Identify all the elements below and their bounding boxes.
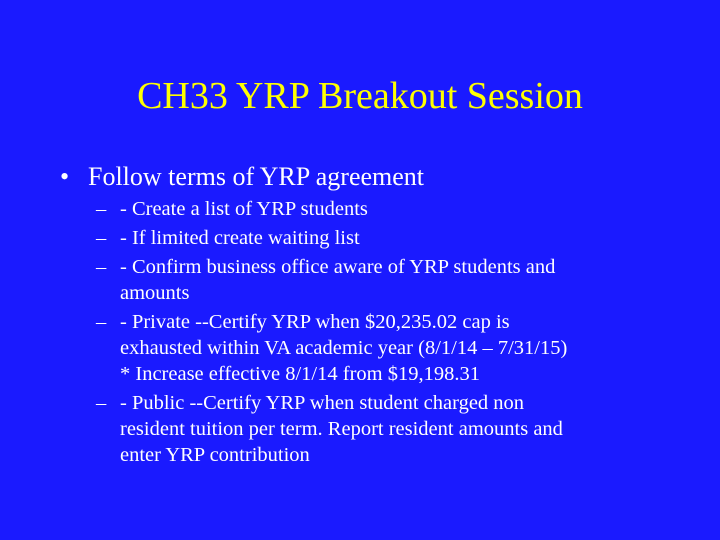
dash-marker: –: [96, 392, 107, 414]
sub-bullet-list: [96, 196, 686, 471]
main-bullet-text: Follow terms of YRP agreement: [88, 162, 425, 191]
sub-bullet-line: - Private --Certify YRP when $20,235.02 cap is: [120, 311, 510, 333]
sub-bullet-item: [96, 196, 686, 222]
sub-bullet-line: exhausted within VA academic year (8/1/14 – 7/31/15): [120, 337, 568, 359]
sub-bullet-item: [96, 390, 686, 468]
slide-title: CH33 YRP Breakout Session: [137, 75, 583, 117]
sub-bullet-line: - If limited create waiting list: [120, 227, 360, 249]
sub-bullet-line: * Increase effective 8/1/14 from $19,198.31: [120, 363, 480, 385]
bullet-marker: •: [60, 162, 70, 191]
sub-bullet-item: [96, 225, 686, 251]
sub-bullet-line: - Create a list of YRP students: [120, 198, 368, 220]
dash-marker: –: [96, 227, 107, 249]
sub-bullet-line: - Confirm business office aware of YRP students and: [120, 256, 556, 278]
sub-bullet-line: enter YRP contribution: [120, 444, 310, 466]
sub-bullet-line: resident tuition per term. Report resident amounts and: [120, 418, 563, 440]
dash-marker: –: [96, 311, 107, 333]
main-bullet: [60, 160, 680, 194]
dash-marker: –: [96, 198, 107, 220]
sub-bullet-item: [96, 309, 686, 387]
sub-bullet-item: [96, 254, 686, 306]
dash-marker: –: [96, 256, 107, 278]
sub-bullet-line: amounts: [120, 282, 190, 304]
sub-bullet-line: - Public --Certify YRP when student charged non: [120, 392, 525, 414]
